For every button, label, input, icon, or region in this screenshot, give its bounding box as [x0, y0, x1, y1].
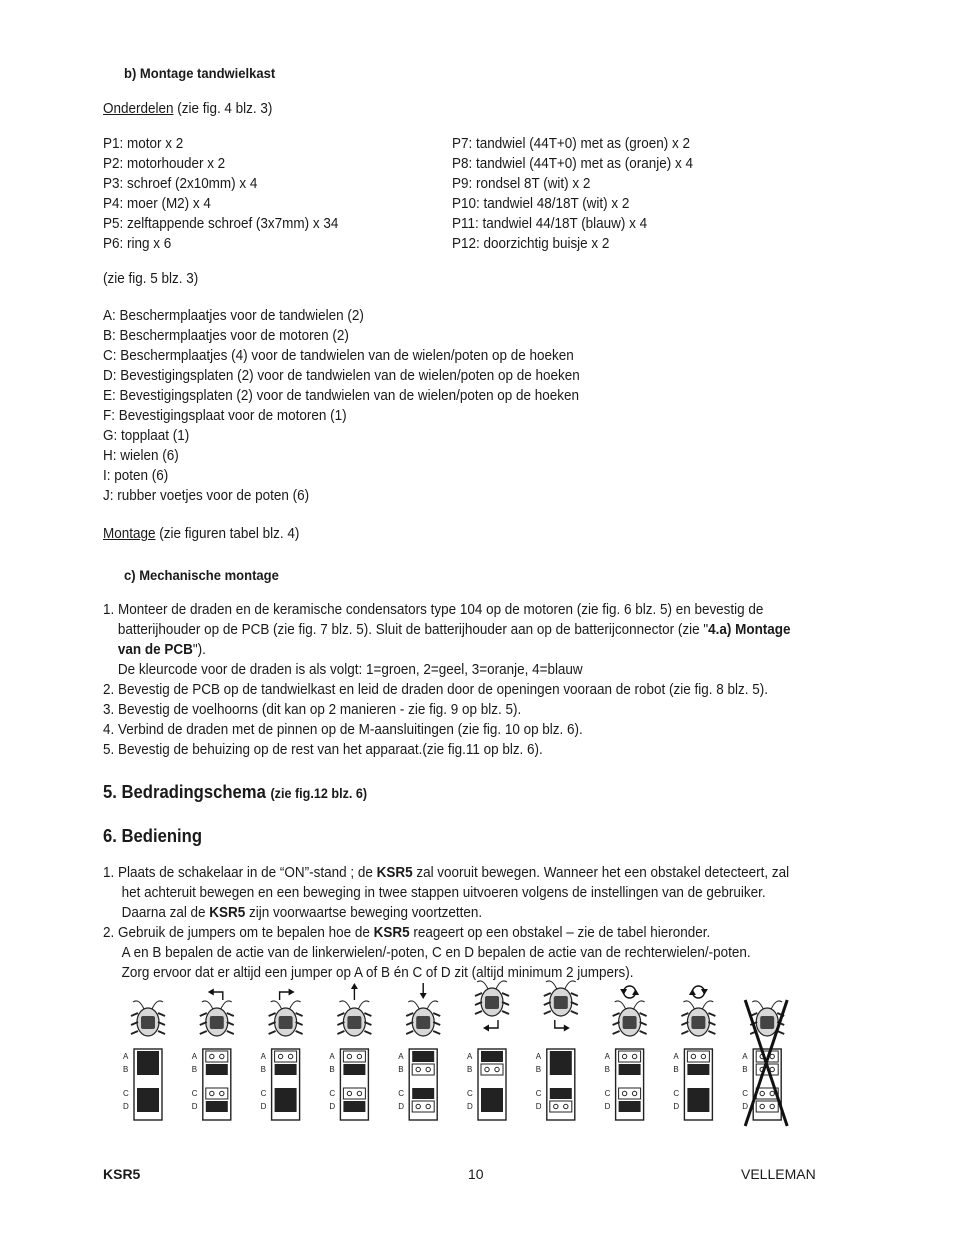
list-item: P7: tandwiel (44T+0) met as (groen) x 2 [452, 136, 690, 152]
jumper-B [481, 1064, 503, 1075]
pin-label: D [191, 1102, 198, 1111]
op-2-text-2: reageert op een obstakel – zie de tabel hieronder. [409, 925, 711, 941]
fig5-ref: (zie fig. 5 blz. 3) [103, 271, 199, 287]
montage-intro [103, 524, 299, 544]
heading-bediening: 6. Bediening [103, 825, 202, 846]
op-1-line-1 [103, 863, 789, 883]
jumper-config [192, 989, 234, 1121]
pin-label: D [123, 1102, 129, 1111]
jumper-config [261, 989, 303, 1121]
arrow-icon [208, 989, 223, 1001]
robot-icon [269, 1001, 303, 1036]
pin-D-open [343, 1101, 365, 1112]
list-item: G: topplaat (1) [103, 428, 190, 444]
jumper-config [398, 983, 440, 1120]
pin-label: D [398, 1102, 404, 1111]
pins-CD-open [481, 1088, 503, 1112]
pin-label: D [742, 1102, 748, 1111]
pin-label: C [467, 1089, 473, 1098]
pin-label: B [742, 1065, 748, 1074]
pin-D-open [619, 1101, 641, 1112]
robot-icon [337, 1001, 371, 1036]
arrow-icon [689, 986, 708, 998]
list-item: B: Beschermplaatjes voor de motoren (2) [103, 328, 349, 344]
parts-list-left [103, 134, 338, 254]
montage-ref: (zie figuren tabel blz. 4) [155, 526, 300, 542]
heading-mechanische-montage: c) Mechanische montage [124, 567, 279, 583]
arrow-icon [280, 989, 295, 1001]
pin-label: C [604, 1089, 611, 1098]
pins-CD-open [275, 1088, 297, 1112]
pin-label: B [604, 1065, 610, 1074]
list-item: P2: motorhouder x 2 [103, 156, 226, 172]
pin-label: D [260, 1102, 267, 1111]
step-1-ref-bold-2: van de PCB [117, 642, 193, 658]
step-1-ref-close: "). [192, 642, 206, 658]
op-2-text: 2. Gebruik de jumpers om te bepalen hoe de [103, 925, 374, 941]
list-item: I: poten (6) [103, 468, 169, 484]
op-2-line-3: Zorg ervoor dat er altijd een jumper op A of B én C of D zit (altijd minimum 2 jumpers). [121, 965, 634, 981]
pin-label: A [673, 1052, 679, 1061]
step-4: 4. Verbind de draden met de pinnen op de M-aansluitingen (zie fig. 10 op blz. 6). [103, 722, 583, 738]
pin-label: A [260, 1052, 266, 1061]
jumper-B [412, 1064, 434, 1075]
arrow-icon [483, 1020, 498, 1032]
step-1-line-3 [103, 640, 791, 660]
jumper-A [343, 1051, 365, 1062]
list-item: A: Beschermplaatjes voor de tandwielen (2) [103, 308, 364, 324]
parts-intro [103, 99, 272, 119]
robot-icon [475, 981, 509, 1016]
jumper-config [467, 981, 509, 1120]
jumper-C [619, 1088, 641, 1099]
list-item: P1: motor x 2 [103, 136, 184, 152]
section-5-ref: (zie fig.12 blz. 6) [270, 785, 368, 801]
pin-label: B [260, 1065, 266, 1074]
pin-label: B [535, 1065, 542, 1074]
op-1-text-3: Daarna zal de [121, 905, 210, 921]
jumper-config [673, 986, 715, 1120]
pin-label: C [191, 1089, 198, 1098]
footer-brand: VELLEMAN [741, 1166, 816, 1182]
jumper-D [412, 1101, 434, 1112]
arrow-icon [420, 983, 427, 999]
op-1-line-3 [103, 903, 789, 923]
jumper-A [206, 1051, 228, 1062]
pin-label: A [123, 1052, 129, 1061]
pin-label: A [604, 1052, 610, 1061]
pin-label: A [742, 1052, 748, 1061]
pins-AB-open [550, 1051, 572, 1075]
pin-label: A [535, 1052, 542, 1061]
jumper-config [329, 983, 371, 1120]
step-1-line-2 [103, 620, 791, 640]
parts-list-right [452, 134, 693, 254]
pin-C-open [412, 1088, 434, 1099]
jumper-config [536, 981, 578, 1120]
jumper-config [605, 986, 647, 1120]
pin-label: C [123, 1089, 129, 1098]
pin-label: C [535, 1089, 542, 1098]
op-1-text-4: zijn voorwaartse beweging voortzetten. [245, 905, 483, 921]
section-5-title: 5. Bedradingschema [103, 781, 266, 802]
list-item: P10: tandwiel 48/18T (wit) x 2 [452, 196, 630, 212]
step-1-line-1: 1. Monteer de draden en de keramische condensators type 104 op de motoren (zie fig. 6 blz. 5) en bevestig de [103, 602, 764, 618]
list-item: P12: doorzichtig buisje x 2 [452, 236, 610, 252]
list-item: H: wielen (6) [103, 448, 179, 464]
robot-icon [613, 1001, 647, 1036]
list-item: J: rubber voetjes voor de poten (6) [103, 488, 310, 504]
pin-label: B [467, 1065, 473, 1074]
pin-label: D [673, 1102, 680, 1111]
footer-page-number: 10 [468, 1166, 484, 1182]
pin-A-open [412, 1051, 434, 1062]
pins-CD-open [687, 1088, 709, 1112]
op-2-line-1 [103, 923, 789, 943]
pin-label: A [329, 1052, 335, 1061]
jumper-C [206, 1088, 228, 1099]
pin-label: C [673, 1089, 680, 1098]
pin-B-open [619, 1064, 641, 1075]
assembly-steps [103, 600, 791, 760]
list-item: P8: tandwiel (44T+0) met as (oranje) x 4 [452, 156, 693, 172]
list-item: P6: ring x 6 [103, 236, 172, 252]
pin-D-open [206, 1101, 228, 1112]
robot-icon [544, 981, 578, 1016]
arrow-icon [351, 983, 358, 1000]
heading-montage-tandwielkast: b) Montage tandwielkast [124, 65, 276, 81]
pin-B-open [343, 1064, 365, 1075]
robot-icon [131, 1001, 165, 1036]
pin-label: C [260, 1089, 267, 1098]
jumper-settings-figure [115, 980, 815, 1130]
pin-label: C [742, 1089, 748, 1098]
montage-label: Montage [103, 526, 156, 542]
jumper-A [687, 1051, 709, 1062]
jumper-C [343, 1088, 365, 1099]
pin-B-open [275, 1064, 297, 1075]
pin-label: B [329, 1065, 335, 1074]
model-name: KSR5 [373, 925, 410, 941]
jumper-config [123, 1001, 165, 1120]
pin-B-open [206, 1064, 228, 1075]
pin-label: A [398, 1052, 404, 1061]
pin-label: B [398, 1065, 404, 1074]
step-1-line-4: De kleurcode voor de draden is als volgt: 1=groen, 2=geel, 3=oranje, 4=blauw [117, 662, 583, 678]
jumper-config [742, 1000, 787, 1126]
pin-label: B [673, 1065, 679, 1074]
pin-label: A [191, 1052, 198, 1061]
list-item: C: Beschermplaatjes (4) voor de tandwielen van de wielen/poten op de hoeken [103, 348, 574, 364]
arrow-icon [620, 986, 639, 998]
footer-model: KSR5 [103, 1166, 141, 1182]
list-item: E: Bevestigingsplaten (2) voor de tandwielen van de wielen/poten op de hoeken [103, 388, 580, 404]
pin-label: D [467, 1102, 473, 1111]
step-2: 2. Bevestig de PCB op de tandwielkast en leid de draden door de openingen vooraan de robot (zie fig. 8 blz. 5). [103, 682, 768, 698]
jumper-A [619, 1051, 641, 1062]
list-item: P9: rondsel 8T (wit) x 2 [452, 176, 591, 192]
pin-label: D [604, 1102, 611, 1111]
step-3: 3. Bevestig de voelhoorns (dit kan op 2 manieren - zie fig. 9 op blz. 5). [103, 702, 522, 718]
pin-C-open [550, 1088, 572, 1099]
robot-icon [200, 1001, 234, 1036]
arrow-icon [555, 1020, 570, 1032]
pin-label: C [329, 1089, 336, 1098]
model-name: KSR5 [209, 905, 246, 921]
step-1-text: batterijhouder op de PCB (zie fig. 7 blz. 5). Sluit de batterijhouder aan op de batterijconnector (zie " [117, 622, 709, 638]
pin-label: B [123, 1065, 129, 1074]
step-5: 5. Bevestig de behuizing op de rest van het apparaat.(zie fig.11 op blz. 6). [103, 742, 543, 758]
pin-label: C [398, 1089, 404, 1098]
heading-bedradingschema [103, 781, 367, 804]
parts-label: Onderdelen [103, 101, 174, 117]
op-1-text-2: zal vooruit bewegen. Wanneer het een obstakel detecteert, zal [412, 865, 790, 881]
pin-B-open [687, 1064, 709, 1075]
parts-ref: (zie fig. 4 blz. 3) [173, 101, 273, 117]
pins-CD-open [137, 1088, 159, 1112]
jumper-D [756, 1101, 778, 1112]
list-item: P3: schroef (2x10mm) x 4 [103, 176, 258, 192]
jumper-D [550, 1101, 572, 1112]
pin-label: A [467, 1052, 473, 1061]
pin-label: D [329, 1102, 336, 1111]
list-item: P5: zelftappende schroef (3x7mm) x 34 [103, 216, 339, 232]
robot-icon [406, 1001, 440, 1036]
pins-AB-open [137, 1051, 159, 1075]
pin-A-open [481, 1051, 503, 1062]
operation-steps [103, 863, 789, 983]
step-1-ref-bold: 4.a) Montage [708, 622, 791, 638]
op-2-line-2: A en B bepalen de actie van de linkerwielen/-poten, C en D bepalen de actie van de rechterwielen/-poten. [121, 945, 751, 961]
plates-list [103, 306, 580, 506]
pin-label: D [535, 1102, 542, 1111]
pin-label: B [191, 1065, 198, 1074]
op-1-text: 1. Plaats de schakelaar in de “ON”-stand ; de [103, 865, 377, 881]
list-item: D: Bevestigingsplaten (2) voor de tandwielen van de wielen/poten op de hoeken [103, 368, 580, 384]
jumper-A [275, 1051, 297, 1062]
list-item: F: Bevestigingsplaat voor de motoren (1) [103, 408, 347, 424]
op-1-line-2: het achteruit bewegen en een beweging in twee stappen uitvoeren volgens de instellingen van de gebruiker. [121, 885, 766, 901]
robot-icon [681, 1001, 715, 1036]
list-item: P11: tandwiel 44/18T (blauw) x 4 [452, 216, 648, 232]
model-name: KSR5 [376, 865, 413, 881]
list-item: P4: moer (M2) x 4 [103, 196, 211, 212]
